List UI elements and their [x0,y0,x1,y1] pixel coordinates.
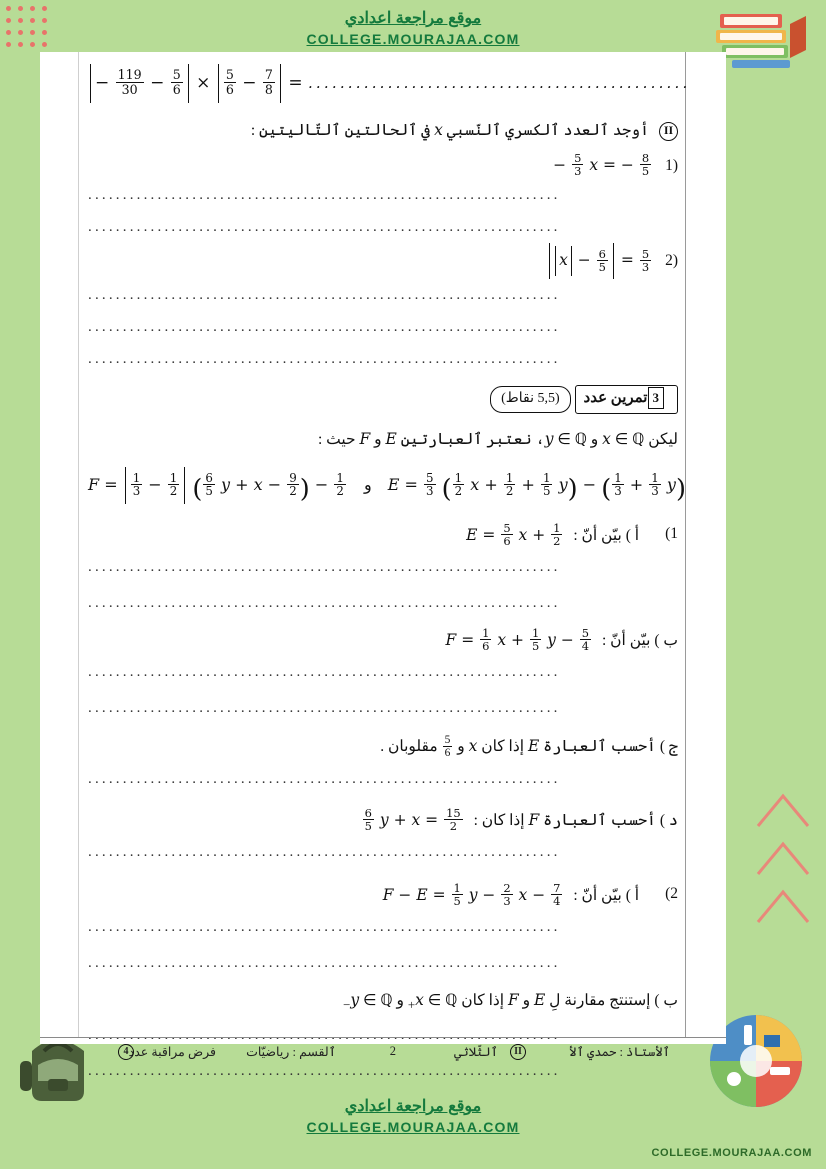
answer-dots-line[interactable]: .................................................................... [88,699,561,716]
answer-dots[interactable]: ................................................ [307,74,691,92]
footer-credit: COLLEGE.MOURAJAA.COM [651,1147,812,1159]
exercise-q1c-text: ج ) أحسب ٱلعبارة E إذا كان x و $\frac{5}{6}$ مقلوبان . [380,733,678,759]
exercise-q1b-text: ب ) بيّن أنّ : F = $\frac{1}{6}$ x + $\frac{1}{5}$ y − $\frac{5}{4}$ [445,625,678,653]
answer-dots-line[interactable]: .................................................................... [88,770,561,787]
footer-level: 2 [389,1044,396,1058]
answer-dots-line[interactable]: .................................................................... [88,844,561,861]
equals-sign: = [288,73,303,93]
exercise-number: 3 [648,387,665,409]
part2-q2-label: 2) [665,252,678,270]
margin-rule-right [685,52,686,1037]
worksheet-content [88,56,691,1083]
answer-dots-line[interactable]: .................................................................... [88,287,561,304]
exercise-badge [575,385,678,414]
footer-site-url[interactable]: COLLEGE.MOURAJAA.COM [306,1119,520,1135]
chevron-decoration-3 [754,886,812,926]
footer-term: ٱلثّلاثي [454,1045,498,1059]
answer-dots-line[interactable]: .................................................................... [88,319,561,336]
exercise-q1a-row [88,522,678,547]
exercise-q2b-row [88,989,678,1014]
exercise-header-row [88,385,678,414]
margin-rule-left [78,52,79,1037]
footer-exam: فرض مراقبة عدد [128,1045,216,1059]
exercise-q2-label: 2) [665,885,678,903]
header-site-title: موقع مراجعة اعدادي [344,10,482,27]
footer-teacher: ٱلأستاذ : حمدي ٱلأ [569,1045,670,1059]
exercise-q1-label: 1) [665,524,678,542]
top-expression-row [88,64,691,103]
answer-dots-line[interactable]: .................................................................... [88,594,561,611]
exercise-q1c-row [88,734,678,759]
footer-section-marker: II [510,1044,526,1060]
exercise-intro-text: ليكن x ∈ ℚ و y ∈ ℚ، نعتبر ٱلعبارتين E و F حيث : [317,429,678,448]
site-header-banner [0,0,826,52]
part2-q2-expression: x − $\frac{6}{5}$ = $\frac{5}{3}$ [547,251,657,269]
answer-dots-line[interactable]: .................................................................... [88,187,561,204]
chevron-decoration-2 [754,838,812,878]
exercise-q2a-text: أ ) بيّن أنّ : F − E = $\frac{1}{5}$ y − $\frac{2}{3}$ x − $\frac{7}{4}$ [382,881,640,909]
footer-site-title: موقع مراجعة اعدادي [344,1098,482,1115]
exercise-intro-row [88,428,678,451]
conjunction-and: و [364,476,372,494]
exercise-q1a-text: أ ) بيّن أنّ : E = $\frac{5}{6}$ x + $\frac{1}{2}$ [466,520,640,548]
worksheet-footer-table [40,1037,726,1068]
definition-F: F = $\frac{1}{3}$ − $\frac{1}{2}$ ( $\frac{6}{5}$ y + x − $\frac{9}{2}$ ) − $\frac{1}{2}$ [88,475,352,494]
part2-prompt-text: أوجد ٱلعدد ٱلكسري ٱلنّسبي x في ٱلحالتين ٱلتّاليتين : [250,121,650,140]
answer-dots-line[interactable]: .................................................................... [88,219,561,236]
answer-dots-line[interactable]: .................................................................... [88,955,561,972]
top-expression: − $\frac{119}{30}$ − $\frac{5}{6}$ × $\frac{5}{6}$ − $\frac{7}{8}$ = ................................................ [88,73,690,93]
exercise-q1b-row [88,627,678,652]
part2-q1-expression: − $\frac{5}{3}$ x = − $\frac{8}{5}$ [553,151,650,179]
exercise-q2a-row [88,882,678,907]
part2-q1-label: 1) [665,157,678,175]
answer-dots-line[interactable]: .................................................................... [88,351,561,368]
answer-dots-line[interactable]: .................................................................... [88,919,561,936]
definitions-row [88,467,686,505]
part2-q1-row [88,152,678,177]
exercise-q2b-text: ب ) إستنتج مقارنة لِ E و F إذا كان x ∈ ℚ$_+$ و y ∈ ℚ$_-$ [343,991,678,1013]
answer-dots-line[interactable]: .................................................................... [88,1026,561,1043]
exercise-q1d-text: د ) أحسب ٱلعبارة F إذا كان : $\frac{6}{5}$ y + x = $\frac{15}{2}$ [364,805,678,833]
answer-dots-line[interactable]: .................................................................... [88,558,561,575]
answer-dots-line[interactable]: .................................................................... [88,663,561,680]
header-site-url[interactable]: COLLEGE.MOURAJAA.COM [306,31,520,47]
exercise-label: تمرين عدد [583,390,648,407]
part2-marker: II [659,122,678,141]
exercise-points: (5,5 نقاط) [490,386,571,413]
definition-E: E = $\frac{5}{3}$ ( $\frac{1}{2}$ x + $\frac{1}{2}$ + $\frac{1}{5}$ y) − ( $\frac{1}{3}$ + $\frac{1}{3}$ y) [387,470,686,505]
part2-prompt-row [88,119,678,142]
chevron-decoration-1 [754,790,812,830]
multiplication-sign: × [196,73,211,93]
answer-dots-line[interactable]: .................................................................... [88,1062,561,1079]
footer-exam-number: 4 [118,1044,134,1060]
footer-subject: ٱلقسم : رياضيّات [246,1045,336,1059]
site-footer-banner [0,1096,826,1135]
exercise-q1d-row [88,807,678,832]
part2-q2-row [88,243,678,279]
